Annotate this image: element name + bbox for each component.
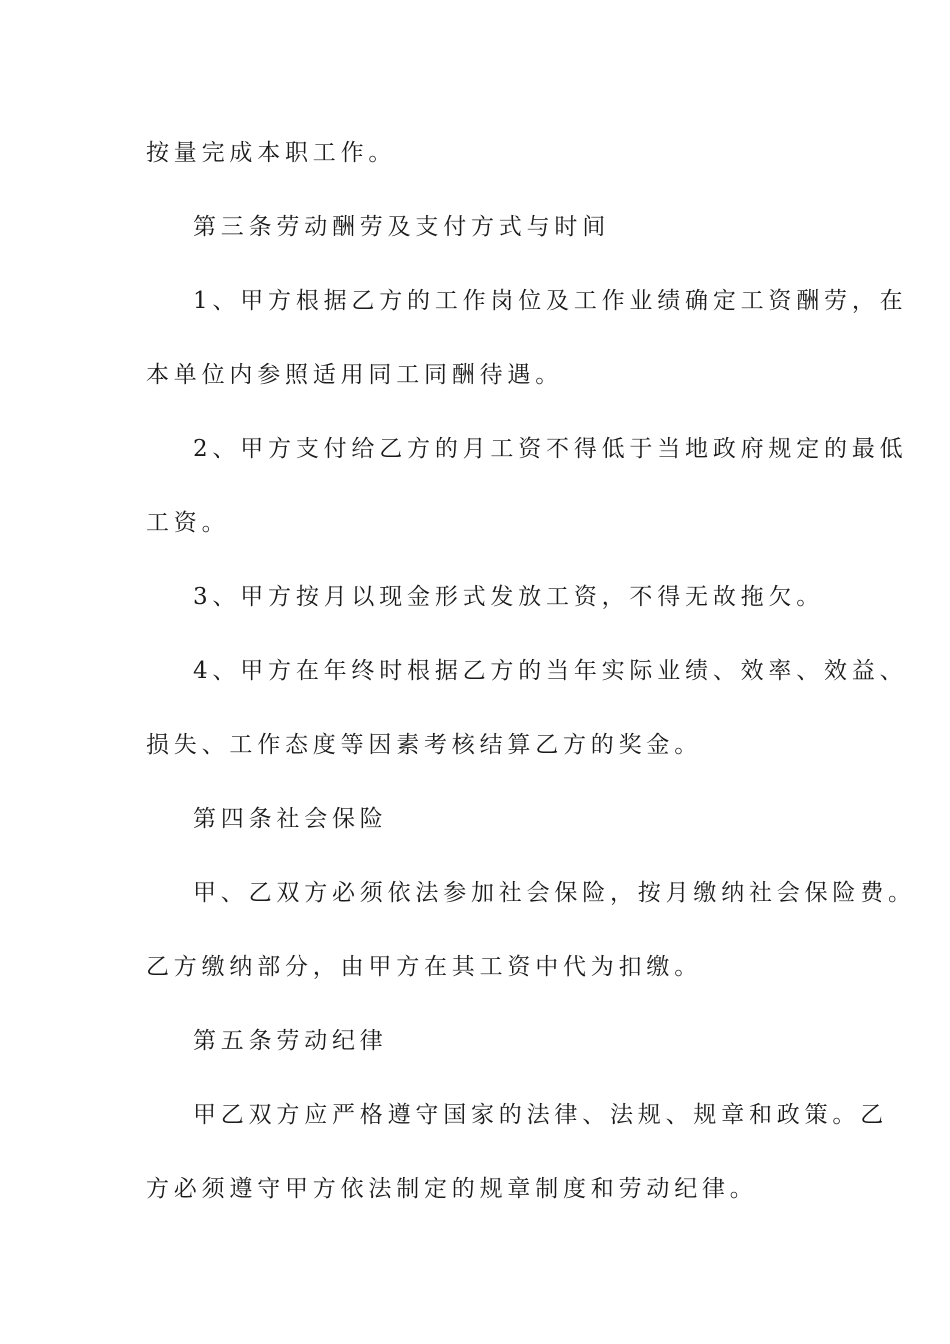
paragraph-line: 工资。 [146,510,230,536]
paragraph-line: 甲乙双方应严格遵守国家的法律、法规、规章和政策。乙 [193,1102,888,1128]
paragraph-line: 2、甲方支付给乙方的月工资不得低于当地政府规定的最低 [193,436,908,462]
paragraph-line: 方必须遵守甲方依法制定的规章制度和劳动纪律。 [146,1176,758,1202]
paragraph-line: 4、甲方在年终时根据乙方的当年实际业绩、效率、效益、 [193,658,908,684]
paragraph-line: 损失、工作态度等因素考核结算乙方的奖金。 [146,732,702,758]
paragraph-line: 甲、乙双方必须依法参加社会保险，按月缴纳社会保险费。 [193,880,916,906]
paragraph-line: 乙方缴纳部分，由甲方在其工资中代为扣缴。 [146,954,702,980]
section-heading: 第四条社会保险 [193,806,388,832]
paragraph-line: 1、甲方根据乙方的工作岗位及工作业绩确定工资酬劳，在 [193,288,908,314]
paragraph-line: 本单位内参照适用同工同酬待遇。 [146,362,563,388]
paragraph-line: 3、甲方按月以现金形式发放工资，不得无故拖欠。 [193,584,825,610]
section-heading: 第五条劳动纪律 [193,1028,388,1054]
paragraph-line: 按量完成本职工作。 [146,140,397,166]
section-heading: 第三条劳动酬劳及支付方式与时间 [193,214,610,240]
